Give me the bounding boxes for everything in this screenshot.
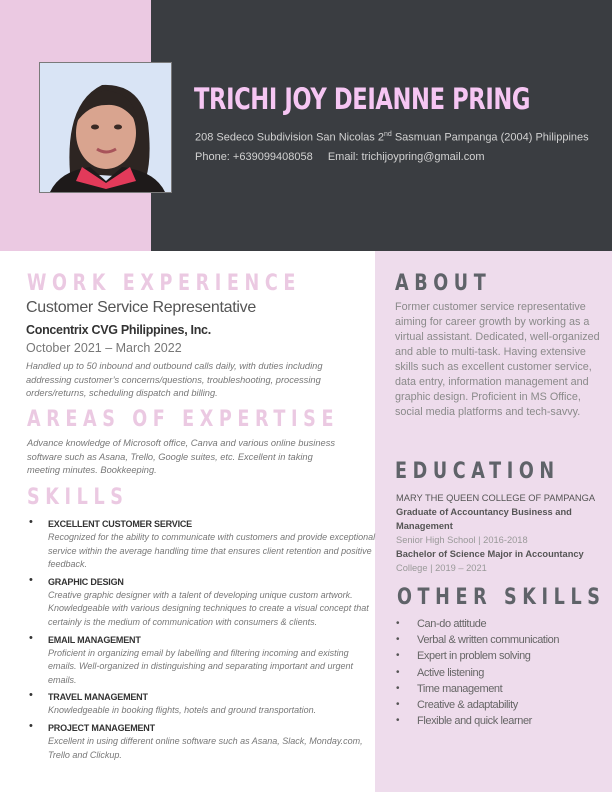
program: Bachelor of Science Major in Accountancy — [396, 549, 584, 559]
skill-item — [27, 633, 377, 688]
skill-description: Excellent in using different online software such as Asana, Slack, Monday.com, Trello and Clickup. — [48, 735, 363, 760]
education-heading: EDUCATION — [395, 459, 560, 484]
company-name: Concentrix CVG Philippines, Inc. — [26, 323, 211, 337]
profile-photo — [39, 62, 172, 193]
program-meta: Senior High School | 2016-2018 — [396, 535, 528, 545]
other-skill-label: Time management — [417, 682, 503, 695]
bullet-icon: • — [29, 719, 33, 732]
other-skill-label: Creative & adaptability — [417, 699, 518, 712]
bullet-icon: • — [396, 682, 400, 694]
candidate-name: TRICHI JOY DEIANNE PRING — [194, 82, 531, 116]
skill-name: EMAIL MANAGEMENT — [48, 634, 141, 645]
skills-list — [27, 517, 377, 765]
skill-name: TRAVEL MANAGEMENT — [48, 692, 148, 703]
program: Graduate of Accountancy Business and Management — [396, 507, 572, 531]
skill-item — [27, 517, 377, 572]
areas-of-expertise-heading: AREAS OF EXPERTISE — [27, 407, 340, 432]
expertise-description: Advance knowledge of Microsoft office, Canva and various online business software such as Asana, Trello, Google suites, etc. Excellent in taking meeting minutes. Bookkeeping. — [27, 438, 336, 475]
address-part: 208 Sedeco Subdivision San Nicolas 2 — [195, 131, 384, 144]
contact-line — [195, 151, 484, 163]
bullet-icon: • — [29, 573, 33, 586]
school-name: MARY THE QUEEN COLLEGE OF PAMPANGA — [396, 493, 596, 503]
skill-description: Knowledgeable in booking flights, hotels and ground transportation. — [48, 705, 317, 716]
phone: Phone: +639099408058 — [195, 151, 313, 163]
other-skill-label: Flexible and quick learner — [417, 715, 532, 728]
other-skill-label: Can-do attitude — [417, 618, 487, 630]
bullet-icon: • — [29, 516, 33, 528]
skill-description: Proficient in organizing email by labelling and filtering incoming and existing emails. Well-organized in distinguishing and separating important and urgent emails. — [48, 647, 354, 685]
email: Email: trichijoypring@gmail.com — [327, 151, 485, 163]
other-skill-item — [396, 681, 559, 697]
other-skill-item — [396, 713, 559, 729]
other-skill-label: Verbal & written communication — [417, 634, 560, 647]
other-skill-label: Expert in problem solving — [417, 650, 531, 663]
about-heading: ABOUT — [395, 271, 492, 296]
skills-heading: SKILLS — [27, 485, 129, 510]
skill-name: GRAPHIC DESIGN — [48, 576, 124, 587]
employment-dates: October 2021 – March 2022 — [26, 341, 182, 355]
header-right-panel — [151, 0, 612, 251]
program-meta: College | 2019 – 2021 — [396, 563, 487, 573]
bullet-icon: • — [396, 715, 400, 727]
bullet-icon: • — [396, 666, 400, 678]
bullet-icon: • — [29, 631, 33, 644]
bullet-icon: • — [396, 618, 400, 629]
bullet-icon: • — [396, 634, 400, 646]
other-skills-list — [396, 616, 559, 729]
bullet-icon: • — [396, 650, 400, 662]
skill-item — [27, 721, 377, 762]
job-title: Customer Service Representative — [26, 299, 256, 316]
education-block — [396, 491, 606, 575]
other-skill-item — [396, 632, 559, 648]
skill-name: EXCELLENT CUSTOMER SERVICE — [48, 519, 192, 529]
skill-item — [27, 690, 377, 718]
other-skills-heading: OTHER SKILLS — [397, 585, 606, 610]
skill-description: Creative graphic designer with a talent of developing unique custom artwork. Knowledgeable with various designing techniques to create a visual concept that certainly is the medium of communication with consumers & clients. — [48, 589, 369, 627]
job-description: Handled up to 50 inbound and outbound calls daily, with duties including addressing customer’s concerns/questions, troubleshooting, processing orders/returns, scheduling dispatch and billing. — [26, 361, 323, 398]
address-ordinal: nd — [383, 131, 392, 138]
other-skill-item — [396, 665, 559, 681]
address-part: Sasmuan Pampanga (2004) Philippines — [391, 131, 589, 144]
skill-name: PROJECT MANAGEMENT — [48, 722, 155, 733]
work-experience-heading: WORK EXPERIENCE — [27, 271, 301, 296]
address — [195, 131, 589, 144]
other-skill-item — [396, 648, 559, 664]
about-text: Former customer service representative aiming for career growth by working as a virtual assistant. Dedicated, well-organized and able to multi-task. Having extensive skills such as excellent customer service, data entry, information management and graphic design. Proficient in MS Office, social media platforms and tech-savvy. — [395, 301, 600, 418]
bullet-icon: • — [396, 699, 400, 711]
skill-item — [27, 575, 377, 630]
bullet-icon: • — [29, 689, 33, 702]
other-skill-label: Active listening — [417, 666, 484, 679]
other-skill-item — [396, 697, 559, 713]
other-skill-item — [396, 616, 559, 632]
skill-description: Recognized for the ability to communicate with customers and provide exceptional service within the average handling time that ensures client retention and positive feedback. — [48, 532, 376, 570]
